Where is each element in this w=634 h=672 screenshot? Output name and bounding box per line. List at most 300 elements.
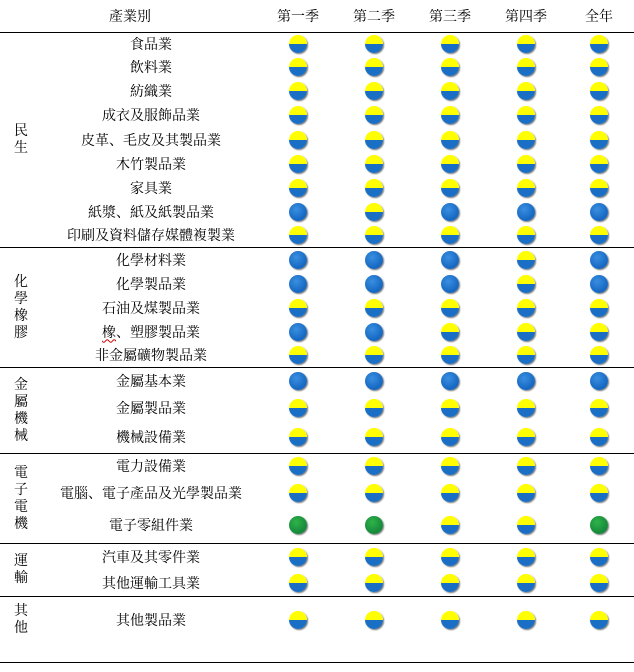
green-circle-icon [590, 516, 608, 534]
signal-cell-q4 [488, 152, 564, 176]
group-label-char: 金 [14, 376, 28, 393]
yellow-blue-half-circle-icon [365, 299, 383, 317]
yellow-blue-half-circle-icon [289, 58, 307, 76]
group-label-char: 運 [14, 553, 28, 569]
yellow-blue-half-circle-icon [365, 131, 383, 149]
yellow-blue-half-circle-icon [590, 611, 608, 629]
signal-cell-q1 [260, 128, 336, 152]
yellow-blue-half-circle-icon [365, 203, 383, 221]
yellow-blue-half-circle-icon [365, 611, 383, 629]
yellow-blue-half-circle-icon [517, 131, 535, 149]
blue-circle-icon [517, 372, 535, 390]
signal-cell-q4 [488, 33, 564, 56]
yellow-blue-half-circle-icon [590, 299, 608, 317]
signal-cell-q1 [260, 152, 336, 176]
blue-circle-icon [441, 251, 459, 269]
yellow-blue-half-circle-icon [289, 574, 307, 592]
signal-cell-q4 [488, 128, 564, 152]
signal-cell-q1 [260, 570, 336, 597]
group-label-char: 化 [14, 273, 28, 290]
yellow-blue-half-circle-icon [590, 399, 608, 417]
group-label-char: 學 [14, 290, 28, 307]
signal-cell-q3 [412, 507, 488, 544]
industry-name: 化學製品業 [116, 276, 186, 293]
yellow-blue-half-circle-icon [441, 106, 459, 124]
yellow-blue-half-circle-icon [517, 548, 535, 566]
group-label-char: 民 [14, 123, 28, 139]
yellow-blue-half-circle-icon [590, 484, 608, 502]
signal-cell-year [564, 368, 634, 395]
table-row [0, 272, 634, 296]
header-q4: 第四季 [488, 0, 564, 33]
industry-name: 電力設備業 [42, 454, 260, 479]
signal-cell-q4 [488, 507, 564, 544]
yellow-blue-half-circle-icon [590, 457, 608, 475]
group-label-char: 橡 [14, 307, 28, 324]
signal-cell-q2 [336, 79, 412, 103]
table-row [0, 597, 634, 643]
signal-cell-q2 [336, 128, 412, 152]
blue-circle-icon [365, 275, 383, 293]
yellow-blue-half-circle-icon [590, 155, 608, 173]
yellow-blue-half-circle-icon [289, 548, 307, 566]
signal-cell-q3 [412, 597, 488, 643]
signal-cell-year [564, 320, 634, 344]
table-row [0, 479, 634, 507]
table-row [0, 344, 634, 368]
yellow-blue-half-circle-icon [365, 399, 383, 417]
signal-cell-q3 [412, 344, 488, 368]
table-row [0, 507, 634, 544]
signal-cell-year [564, 570, 634, 597]
header-q1: 第一季 [260, 0, 336, 33]
yellow-blue-half-circle-icon [517, 346, 535, 364]
signal-cell-q3 [412, 200, 488, 224]
yellow-blue-half-circle-icon [590, 428, 608, 446]
signal-cell-year [564, 128, 634, 152]
yellow-blue-half-circle-icon [441, 131, 459, 149]
signal-cell-q3 [412, 79, 488, 103]
table-row [0, 56, 634, 79]
table-row [0, 570, 634, 597]
yellow-blue-half-circle-icon [441, 457, 459, 475]
table-row [0, 152, 634, 176]
yellow-blue-half-circle-icon [365, 58, 383, 76]
signal-cell-q4 [488, 224, 564, 248]
yellow-blue-half-circle-icon [365, 346, 383, 364]
signal-cell-q1 [260, 79, 336, 103]
signal-cell-q4 [488, 368, 564, 395]
signal-cell-year [564, 507, 634, 544]
signal-cell-q2 [336, 570, 412, 597]
blue-circle-icon [289, 203, 307, 221]
industry-name: 食品業 [130, 37, 172, 54]
blue-circle-icon [289, 323, 307, 341]
table-row [0, 176, 634, 200]
yellow-blue-half-circle-icon [289, 399, 307, 417]
signal-cell-q3 [412, 570, 488, 597]
yellow-blue-half-circle-icon [365, 155, 383, 173]
yellow-blue-half-circle-icon [517, 226, 535, 244]
blue-circle-icon [441, 203, 459, 221]
yellow-blue-half-circle-icon [289, 428, 307, 446]
yellow-blue-half-circle-icon [590, 58, 608, 76]
table-bottom-border [0, 662, 634, 663]
industry-name: 電腦、電子產品及光學製品業 [60, 485, 242, 502]
group-label-char: 膠 [14, 324, 28, 341]
yellow-blue-half-circle-icon [365, 82, 383, 100]
signal-cell-q3 [412, 395, 488, 421]
yellow-blue-half-circle-icon [441, 516, 459, 534]
signal-cell-q4 [488, 56, 564, 79]
signal-cell-year [564, 544, 634, 570]
signal-cell-q1 [260, 597, 336, 643]
blue-circle-icon [365, 323, 383, 341]
yellow-blue-half-circle-icon [289, 131, 307, 149]
table-row [0, 79, 634, 103]
blue-circle-icon [517, 203, 535, 221]
signal-cell-q2 [336, 248, 412, 272]
signal-cell-q3 [412, 544, 488, 570]
yellow-blue-half-circle-icon [365, 428, 383, 446]
signal-cell-q4 [488, 248, 564, 272]
signal-cell-q1 [260, 507, 336, 544]
signal-cell-q2 [336, 544, 412, 570]
yellow-blue-half-circle-icon [289, 226, 307, 244]
yellow-blue-half-circle-icon [365, 179, 383, 197]
industry-name: 電子零組件業 [109, 517, 193, 534]
yellow-blue-half-circle-icon [590, 35, 608, 53]
signal-cell-q1 [260, 248, 336, 272]
yellow-blue-half-circle-icon [517, 35, 535, 53]
signal-cell-q1 [260, 33, 336, 56]
signal-cell-q3 [412, 248, 488, 272]
yellow-blue-half-circle-icon [517, 82, 535, 100]
green-circle-icon [289, 516, 307, 534]
signal-cell-q4 [488, 79, 564, 103]
yellow-blue-half-circle-icon [517, 428, 535, 446]
signal-cell-q2 [336, 507, 412, 544]
signal-cell-q4 [488, 454, 564, 479]
signal-cell-year [564, 152, 634, 176]
yellow-blue-half-circle-icon [365, 106, 383, 124]
industry-name: 機械設備業 [116, 429, 186, 446]
industry-name: 橡、塑膠製品業 [102, 324, 200, 341]
signal-cell-q4 [488, 103, 564, 128]
signal-cell-q2 [336, 224, 412, 248]
yellow-blue-half-circle-icon [517, 457, 535, 475]
industry-name: 其他運輸工具業 [102, 575, 200, 592]
signal-cell-q2 [336, 200, 412, 224]
signal-cell-q4 [488, 544, 564, 570]
yellow-blue-half-circle-icon [590, 574, 608, 592]
signal-cell-q3 [412, 368, 488, 395]
signal-cell-year [564, 395, 634, 421]
yellow-blue-half-circle-icon [441, 299, 459, 317]
group-label-char: 機 [14, 515, 28, 532]
signal-cell-q2 [336, 421, 412, 454]
yellow-blue-half-circle-icon [365, 484, 383, 502]
yellow-blue-half-circle-icon [289, 155, 307, 173]
group-label-char: 輸 [14, 570, 28, 586]
table-row [0, 33, 634, 56]
signal-cell-q4 [488, 395, 564, 421]
green-circle-icon [365, 516, 383, 534]
signal-cell-year [564, 421, 634, 454]
signal-cell-q3 [412, 320, 488, 344]
yellow-blue-half-circle-icon [289, 611, 307, 629]
yellow-blue-half-circle-icon [441, 399, 459, 417]
yellow-blue-half-circle-icon [289, 106, 307, 124]
table-row [0, 320, 634, 344]
signal-cell-q1 [260, 395, 336, 421]
yellow-blue-half-circle-icon [517, 323, 535, 341]
blue-circle-icon [289, 372, 307, 390]
signal-cell-q1 [260, 56, 336, 79]
industry-name: 化學材料業 [42, 248, 260, 272]
signal-cell-year [564, 33, 634, 56]
blue-circle-icon [289, 251, 307, 269]
signal-cell-q1 [260, 320, 336, 344]
signal-cell-q1 [260, 421, 336, 454]
signal-cell-year [564, 272, 634, 296]
yellow-blue-half-circle-icon [517, 251, 535, 269]
industry-name: 紙漿、紙及紙製品業 [88, 204, 214, 221]
table-row [0, 248, 634, 272]
signal-cell-q1 [260, 479, 336, 507]
signal-cell-q3 [412, 479, 488, 507]
industry-name: 紡織業 [130, 83, 172, 100]
signal-cell-q4 [488, 296, 564, 320]
signal-cell-q4 [488, 344, 564, 368]
yellow-blue-half-circle-icon [289, 457, 307, 475]
header-industry: 產業別 [0, 0, 260, 33]
group-label-char: 電 [14, 498, 28, 515]
industry-name: 汽車及其零件業 [42, 544, 260, 570]
group-label-char: 電 [14, 464, 28, 481]
table-row [0, 368, 634, 395]
signal-cell-year [564, 248, 634, 272]
yellow-blue-half-circle-icon [517, 611, 535, 629]
yellow-blue-half-circle-icon [590, 548, 608, 566]
signal-cell-q4 [488, 479, 564, 507]
yellow-blue-half-circle-icon [441, 58, 459, 76]
signal-cell-q2 [336, 103, 412, 128]
group-label-char: 他 [14, 619, 28, 636]
industry-name: 成衣及服飾品業 [102, 108, 200, 124]
header-row [0, 0, 634, 33]
industry-name: 印刷及資料儲存媒體複製業 [67, 228, 235, 245]
yellow-blue-half-circle-icon [590, 179, 608, 197]
signal-cell-year [564, 224, 634, 248]
yellow-blue-half-circle-icon [441, 428, 459, 446]
signal-cell-q2 [336, 454, 412, 479]
signal-cell-q3 [412, 454, 488, 479]
yellow-blue-half-circle-icon [289, 484, 307, 502]
group-label-char: 生 [14, 140, 28, 156]
yellow-blue-half-circle-icon [590, 82, 608, 100]
yellow-blue-half-circle-icon [590, 323, 608, 341]
industry-name: 金屬製品業 [116, 400, 186, 417]
blue-circle-icon [590, 203, 608, 221]
table-row [0, 103, 634, 128]
signal-cell-q1 [260, 454, 336, 479]
signal-cell-q3 [412, 56, 488, 79]
signal-cell-q3 [412, 103, 488, 128]
signal-cell-year [564, 176, 634, 200]
yellow-blue-half-circle-icon [441, 155, 459, 173]
yellow-blue-half-circle-icon [517, 516, 535, 534]
table-row [0, 454, 634, 479]
yellow-blue-half-circle-icon [441, 574, 459, 592]
yellow-blue-half-circle-icon [590, 131, 608, 149]
industry-name: 非金屬礦物製品業 [95, 348, 207, 365]
yellow-blue-half-circle-icon [517, 299, 535, 317]
group-label-char: 其 [14, 602, 28, 619]
blue-circle-icon [365, 372, 383, 390]
yellow-blue-half-circle-icon [517, 399, 535, 417]
signal-cell-q3 [412, 224, 488, 248]
blue-circle-icon [289, 275, 307, 293]
signal-cell-year [564, 103, 634, 128]
industry-name: 金屬基本業 [42, 368, 260, 395]
yellow-blue-half-circle-icon [441, 548, 459, 566]
industry-name: 皮革、毛皮及其製品業 [81, 132, 221, 149]
signal-cell-q3 [412, 272, 488, 296]
signal-cell-q2 [336, 272, 412, 296]
header-q2: 第二季 [336, 0, 412, 33]
signal-cell-q2 [336, 152, 412, 176]
signal-cell-q1 [260, 272, 336, 296]
signal-cell-q4 [488, 570, 564, 597]
yellow-blue-half-circle-icon [517, 574, 535, 592]
table-row [0, 296, 634, 320]
signal-cell-q3 [412, 128, 488, 152]
yellow-blue-half-circle-icon [441, 179, 459, 197]
industry-name: 家具業 [130, 180, 172, 197]
yellow-blue-half-circle-icon [289, 299, 307, 317]
yellow-blue-half-circle-icon [289, 35, 307, 53]
signal-cell-q2 [336, 368, 412, 395]
signal-cell-q1 [260, 224, 336, 248]
signal-cell-q1 [260, 368, 336, 395]
signal-cell-q3 [412, 296, 488, 320]
yellow-blue-half-circle-icon [441, 346, 459, 364]
blue-circle-icon [590, 275, 608, 293]
signal-cell-q1 [260, 176, 336, 200]
group-label [0, 33, 42, 248]
signal-cell-year [564, 479, 634, 507]
table-row [0, 200, 634, 224]
signal-cell-year [564, 454, 634, 479]
yellow-blue-half-circle-icon [517, 155, 535, 173]
table-row [0, 128, 634, 152]
signal-cell-year [564, 79, 634, 103]
industry-name: 飲料業 [130, 60, 172, 76]
table-row [0, 224, 634, 248]
yellow-blue-half-circle-icon [289, 179, 307, 197]
signal-cell-q4 [488, 597, 564, 643]
signal-cell-q2 [336, 320, 412, 344]
signal-cell-q4 [488, 176, 564, 200]
table-row [0, 544, 634, 570]
yellow-blue-half-circle-icon [517, 179, 535, 197]
yellow-blue-half-circle-icon [590, 226, 608, 244]
blue-circle-icon [365, 251, 383, 269]
blue-circle-icon [441, 372, 459, 390]
signal-cell-q3 [412, 176, 488, 200]
signal-cell-q2 [336, 176, 412, 200]
blue-circle-icon [441, 275, 459, 293]
signal-cell-q1 [260, 103, 336, 128]
yellow-blue-half-circle-icon [365, 574, 383, 592]
signal-cell-q2 [336, 56, 412, 79]
yellow-blue-half-circle-icon [365, 35, 383, 53]
yellow-blue-half-circle-icon [441, 226, 459, 244]
signal-cell-q2 [336, 395, 412, 421]
signal-cell-year [564, 200, 634, 224]
yellow-blue-half-circle-icon [441, 82, 459, 100]
group-label-char: 子 [14, 481, 28, 498]
group-label-char: 屬 [14, 393, 28, 410]
signal-cell-q4 [488, 272, 564, 296]
blue-circle-icon [590, 251, 608, 269]
table-row [0, 421, 634, 454]
group-label-char: 械 [14, 427, 28, 444]
yellow-blue-half-circle-icon [289, 346, 307, 364]
group-label [0, 544, 42, 597]
signal-cell-q2 [336, 33, 412, 56]
industry-name: 木竹製品業 [116, 156, 186, 173]
signal-cell-q3 [412, 421, 488, 454]
yellow-blue-half-circle-icon [441, 323, 459, 341]
signal-cell-year [564, 56, 634, 79]
signal-cell-q3 [412, 152, 488, 176]
signal-cell-q1 [260, 200, 336, 224]
yellow-blue-half-circle-icon [441, 484, 459, 502]
signal-cell-q2 [336, 344, 412, 368]
table-row [0, 395, 634, 421]
group-label [0, 248, 42, 368]
signal-cell-q4 [488, 200, 564, 224]
signal-cell-q4 [488, 320, 564, 344]
header-year: 全年 [564, 0, 634, 33]
industry-name: 石油及煤製品業 [102, 300, 200, 317]
group-label-char: 機 [14, 410, 28, 427]
signal-cell-year [564, 597, 634, 643]
yellow-blue-half-circle-icon [517, 106, 535, 124]
yellow-blue-half-circle-icon [517, 484, 535, 502]
yellow-blue-half-circle-icon [590, 106, 608, 124]
yellow-blue-half-circle-icon [517, 275, 535, 293]
group-label [0, 368, 42, 454]
blue-circle-icon [590, 372, 608, 390]
group-label [0, 597, 42, 643]
yellow-blue-half-circle-icon [289, 82, 307, 100]
yellow-blue-half-circle-icon [441, 611, 459, 629]
header-q3: 第三季 [412, 0, 488, 33]
signal-cell-q4 [488, 421, 564, 454]
signal-cell-q1 [260, 344, 336, 368]
signal-cell-q3 [412, 33, 488, 56]
signal-cell-q2 [336, 597, 412, 643]
yellow-blue-half-circle-icon [517, 58, 535, 76]
industry-name: 其他製品業 [42, 597, 260, 643]
signal-cell-q1 [260, 544, 336, 570]
signal-cell-year [564, 296, 634, 320]
signal-cell-q1 [260, 296, 336, 320]
signal-cell-year [564, 344, 634, 368]
